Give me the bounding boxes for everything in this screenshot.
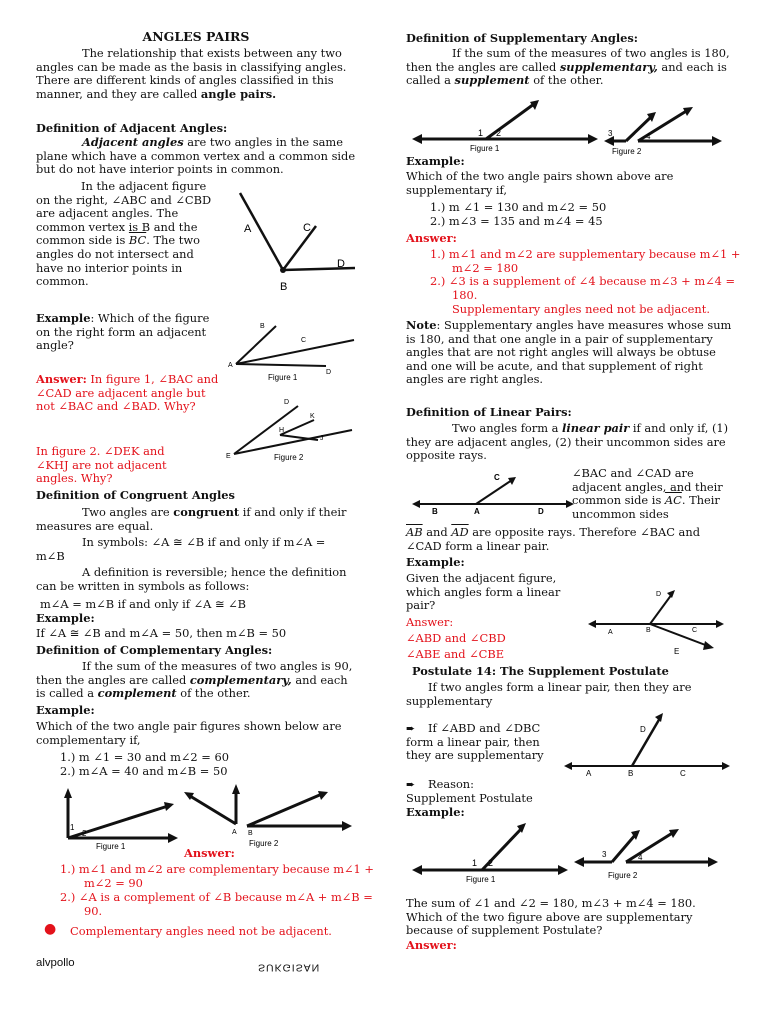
supplementary-answer-3: Supplementary angles need not be adjacent.	[452, 302, 710, 316]
svg-text:Figure 1: Figure 1	[470, 144, 500, 153]
complementary-item-2: 2.) m∠A = 40 and m∠B = 50	[60, 764, 228, 778]
svg-text:K: K	[310, 413, 315, 420]
adjacent-example-figure-1	[226, 318, 360, 384]
linear-description: ∠BAC and ∠CAD are adjacent angles, and their common side is $\overline{AC}$. Their uncommon sides	[572, 466, 723, 521]
point-label-c: C	[303, 222, 311, 234]
complementary-answer-heading: Answer:	[184, 846, 235, 860]
postulate-example-figures	[412, 820, 728, 886]
linear-pair-figure	[412, 470, 574, 516]
complementary-answer-2: 2.) ∠A is a complement of ∠B because m∠A + m∠B = 90.	[60, 890, 373, 918]
intro-paragraph: The relationship that exists between any two angles can be made as the basis in classifying angles. There are different kinds of angles classified in this manner, and they are called angle pairs.	[36, 46, 347, 101]
supplementary-answer-heading: Answer:	[406, 231, 457, 245]
complementary-note: Complementary angles need not be adjacent.	[70, 924, 332, 938]
svg-text:2: 2	[82, 829, 87, 838]
svg-text:C: C	[494, 473, 500, 482]
svg-text:H: H	[279, 427, 285, 434]
complementary-answer-1: 1.) m∠1 and m∠2 are complementary because m∠1 + m∠2 = 90	[60, 862, 374, 890]
supplementary-answer-1: 1.) m∠1 and m∠2 are supplementary because m∠1 + m∠2 = 180	[430, 247, 741, 275]
svg-text:1: 1	[478, 128, 484, 138]
svg-text:Figure 1: Figure 1	[268, 373, 298, 382]
svg-text:D: D	[640, 725, 646, 734]
bullet-dot: ●	[44, 921, 57, 937]
linear-answer-1: ∠ABD and ∠CBD	[406, 631, 506, 645]
congruent-reversible: A definition is reversible; hence the definition can be written in symbols as follows:	[36, 565, 347, 593]
arrow-bullet-icon: ➨	[406, 722, 416, 735]
adjacent-example: Example: Which of the figure on the right form an adjacent angle?	[36, 311, 210, 353]
svg-text:Figure 2: Figure 2	[249, 839, 279, 848]
svg-text:Figure 2: Figure 2	[274, 453, 304, 462]
linear-heading: Definition of Linear Pairs:	[406, 405, 572, 419]
supplementary-answer-2: 2.) ∠3 is a supplement of ∠4 because m∠3 + m∠4 = 180.	[430, 274, 736, 302]
postulate-answer-heading: Answer:	[406, 938, 457, 952]
postulate-heading: Postulate 14: The Supplement Postulate	[412, 664, 669, 678]
svg-text:1: 1	[472, 858, 478, 868]
arrow-bullet-icon: ➨	[406, 778, 416, 791]
linear-answer-2: ∠ABE and ∠CBE	[406, 647, 505, 661]
point-label-b: B	[280, 281, 288, 293]
postulate-question: The sum of ∠1 and ∠2 = 180, m∠3 + m∠4 = 180. Which of the two figure above are supplementary because of supplement Postulate?	[406, 896, 696, 938]
svg-text:3: 3	[602, 850, 607, 859]
supplementary-heading: Definition of Supplementary Angles:	[406, 31, 639, 45]
supplementary-item-2: 2.) m∠3 = 135 and m∠4 = 45	[430, 214, 603, 228]
postulate-bullet-1: If ∠ABD and ∠DBC form a linear pair, then they are supplementary	[406, 721, 544, 763]
adjacent-answer-2: In figure 2. ∠DEK and ∠KHJ are not adjacent angles. Why?	[36, 444, 167, 486]
point-label-a: A	[244, 223, 252, 235]
svg-text:B: B	[646, 627, 651, 634]
svg-text:J: J	[320, 435, 324, 442]
svg-text:Figure 1: Figure 1	[466, 875, 496, 884]
linear-opposite-rays: $\overline{AB}$ and $\overline{AD}$ are opposite rays. Therefore ∠BAC and ∠CAD form a linear pair.	[406, 525, 700, 553]
svg-text:4: 4	[646, 132, 651, 141]
adjacent-definition: Adjacent angles are two angles in the same plane which have a common vertex and a common side but do not have interior points in common.	[36, 135, 356, 177]
adjacent-answer-1: Answer: In figure 1, ∠BAC and ∠CAD are adjacent angle but not ∠BAC and ∠BAD. Why?	[36, 372, 219, 414]
postulate-figure	[564, 712, 734, 780]
postulate-example-heading: Example:	[406, 805, 465, 819]
footer-mirrored-text: SUKGISAN	[258, 961, 321, 974]
linear-example-figure	[588, 584, 736, 658]
svg-text:B: B	[260, 323, 265, 330]
adjacent-heading: Definition of Adjacent Angles:	[36, 121, 228, 135]
svg-text:D: D	[656, 591, 662, 598]
svg-text:D: D	[538, 507, 544, 516]
svg-text:C: C	[692, 627, 698, 634]
svg-text:E: E	[226, 453, 231, 460]
congruent-example-heading: Example:	[36, 611, 95, 625]
postulate-statement: If two angles form a linear pair, then they are supplementary	[406, 680, 692, 708]
svg-text:2: 2	[488, 858, 494, 868]
adjacent-example-figure-2	[226, 392, 360, 464]
complementary-heading: Definition of Complementary Angles:	[36, 643, 273, 657]
linear-definition: Two angles form a linear pair if and only if, (1) they are adjacent angles, (2) their uncommon sides are opposite rays.	[406, 421, 729, 463]
supplementary-item-1: 1.) m ∠1 = 130 and m∠2 = 50	[430, 200, 607, 214]
svg-text:Figure 2: Figure 2	[612, 147, 642, 156]
point-label-d: D	[337, 258, 345, 270]
postulate-bullet-2: Reason:	[428, 777, 474, 791]
page-title: ANGLES PAIRS	[142, 29, 250, 44]
complementary-item-1: 1.) m ∠1 = 30 and m∠2 = 60	[60, 750, 229, 764]
supplementary-definition: If the sum of the measures of two angles is 180, then the angles are called supplementary, and each is called a supplement of the other.	[406, 46, 730, 88]
svg-text:2: 2	[496, 128, 502, 138]
complementary-figures	[56, 786, 356, 852]
congruent-reverse-symbols: m∠A = m∠B if and only if ∠A ≅ ∠B	[40, 597, 247, 611]
complementary-definition: If the sum of the measures of two angles is 90, then the angles are called complementary, and each is called a complement of the other.	[36, 659, 353, 701]
supplementary-question: Which of the two angle pairs shown above are supplementary if,	[406, 169, 674, 197]
svg-text:3: 3	[608, 129, 613, 138]
svg-text:A: A	[608, 629, 613, 636]
svg-text:C: C	[301, 337, 307, 344]
svg-text:D: D	[326, 369, 332, 376]
svg-text:E: E	[674, 647, 680, 656]
svg-text:D: D	[284, 399, 290, 406]
congruent-definition: Two angles are congruent if and only if their measures are equal.	[36, 505, 347, 533]
svg-text:B: B	[628, 769, 634, 778]
svg-text:Figure 1: Figure 1	[96, 842, 126, 851]
svg-text:A: A	[474, 507, 480, 516]
supplementary-example-heading: Example:	[406, 154, 465, 168]
svg-text:4: 4	[638, 853, 643, 862]
linear-answer-heading: Answer:	[406, 615, 454, 629]
adjacent-description: In the adjacent figure on the right, ∠ABC and ∠CBD are adjacent angles. The common vertex is B and the common side is $\overline{BC}$. The two angles do not intersect and have no interior points in common.	[36, 179, 212, 289]
svg-text:1: 1	[70, 823, 75, 832]
complementary-example-heading: Example:	[36, 703, 95, 717]
svg-text:A: A	[232, 829, 237, 836]
linear-example-heading: Example:	[406, 555, 465, 569]
congruent-symbols: In symbols: ∠A ≅ ∠B if and only if m∠A = m∠B	[36, 535, 326, 563]
adjacent-angle-figure	[230, 188, 360, 294]
congruent-example: If ∠A ≅ ∠B and m∠A = 50, then m∠B = 50	[36, 626, 287, 640]
supplementary-figures	[412, 96, 732, 158]
supplementary-note: Note: Supplementary angles have measures whose sum is 180, and that one angle in a pair of supplementary angles that are not right angles will always be obtuse and one will be acute, and that supplement of right angles are right angles.	[406, 318, 732, 387]
congruent-heading: Definition of Congruent Angles	[36, 488, 235, 502]
svg-text:A: A	[228, 362, 233, 369]
linear-question: Given the adjacent figure, which angles form a linear pair?	[406, 571, 561, 613]
svg-text:C: C	[680, 769, 686, 778]
svg-text:Figure 2: Figure 2	[608, 871, 638, 880]
svg-text:A: A	[586, 769, 592, 778]
footer-author: alvpollo	[36, 957, 75, 969]
postulate-reason: Supplement Postulate	[406, 791, 533, 805]
svg-text:B: B	[248, 830, 253, 837]
svg-text:B: B	[432, 507, 438, 516]
complementary-question: Which of the two angle pair figures shown below are complementary if,	[36, 719, 342, 747]
